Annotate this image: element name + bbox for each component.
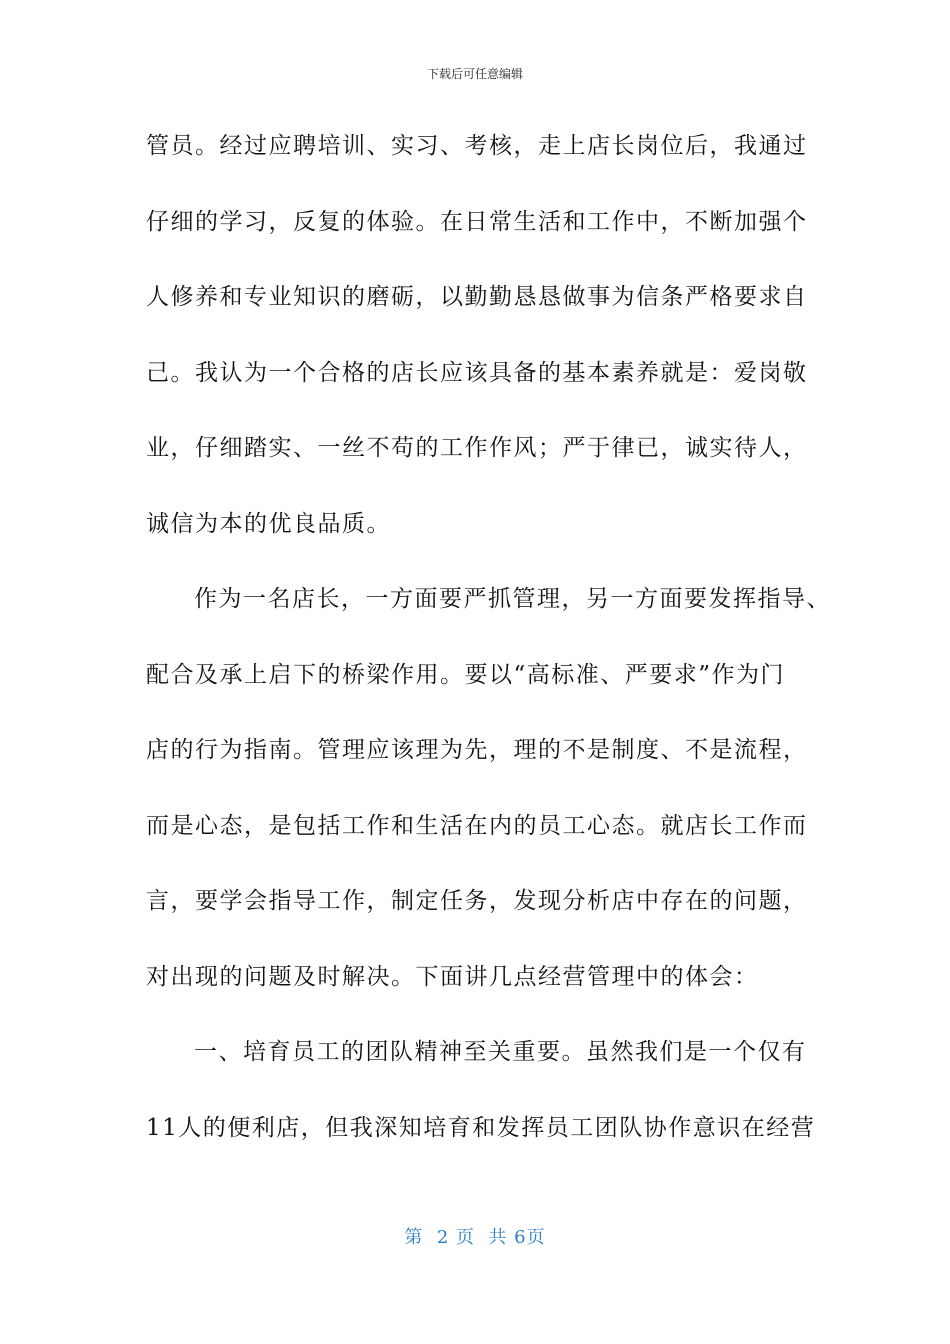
text-line-13: 一、培育员工的团队精神至关重要。虽然我们是一个仅有 xyxy=(194,1039,807,1065)
text-line-2: 仔细的学习，反复的体验。在日常生活和工作中，不断加强个 xyxy=(146,208,808,235)
page-number-footer: 第 2 页 共 6页 xyxy=(404,1227,546,1248)
text-line-4: 己。我认为一个合格的店长应该具备的基本素养就是：爱岗敬 xyxy=(146,359,808,386)
page-header: 下载后可任意编辑 xyxy=(426,67,523,81)
text-line-10: 而是心态，是包括工作和生活在内的员工心态。就店长工作而 xyxy=(146,812,808,839)
text-line-6: 诚信为本的优良品质。 xyxy=(146,510,391,537)
text-line-7: 作为一名店长，一方面要严抓管理，另一方面要发挥指导、 xyxy=(194,586,831,612)
text-line-8: 配合及承上启下的桥梁作用。要以“高标准、严要求”作为门 xyxy=(146,661,786,688)
text-line-9: 店的行为指南。管理应该理为先，理的不是制度、不是流程， xyxy=(146,737,808,763)
text-line-12: 对出现的问题及时解决。下面讲几点经营管理中的体会： xyxy=(146,963,759,990)
text-line-5: 业，仔细踏实、一丝不苟的工作作风；严于律已，诚实待人， xyxy=(146,435,808,461)
text-line-1: 管员。经过应聘培训、实习、考核，走上店长岗位后，我通过 xyxy=(146,133,808,159)
document-body xyxy=(146,120,831,1177)
text-line-11: 言，要学会指导工作，制定任务，发现分析店中存在的问题， xyxy=(146,888,808,914)
text-line-14: 11人的便利店，但我深知培育和发挥员工团队协作意识在经营 xyxy=(146,1114,816,1141)
text-line-3: 人修养和专业知识的磨砺，以勤勤恳恳做事为信条严格要求自 xyxy=(146,284,808,310)
